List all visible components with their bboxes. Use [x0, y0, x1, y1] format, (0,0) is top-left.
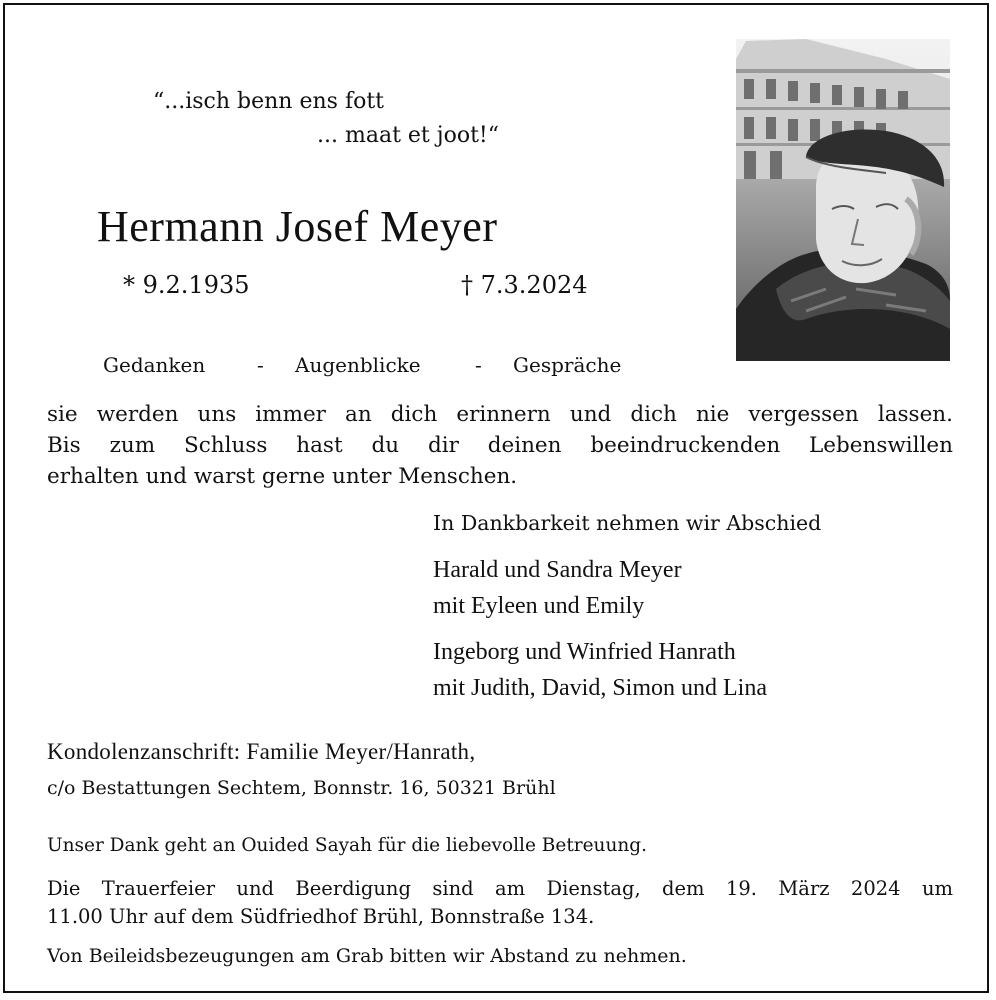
funeral-line: 11.00 Uhr auf dem Südfriedhof Brühl, Bonnstraße 134.: [47, 905, 595, 928]
paragraph-line: erhalten und warst gerne unter Menschen.: [47, 464, 518, 489]
word-gespraeche: Gespräche: [513, 353, 622, 377]
obituary-notice: [3, 3, 989, 993]
death-date: † 7.3.2024: [461, 271, 588, 299]
word-augenblicke: Augenblicke: [295, 353, 421, 377]
funeral-line: Die Trauerfeier und Beerdigung sind am Dienstag, dem 19. März 2024 um: [47, 877, 953, 900]
family-line: mit Eyleen und Emily: [433, 593, 645, 619]
paragraph-line: sie werden uns immer an dich erinnern und dich nie vergessen lassen.: [47, 402, 953, 427]
farewell-line: In Dankbarkeit nehmen wir Abschied: [433, 511, 822, 535]
family-line: Harald und Sandra Meyer: [433, 557, 682, 583]
thanks-note: Unser Dank geht an Ouided Sayah für die liebevolle Betreuung.: [47, 835, 648, 856]
funeral-info: [47, 875, 953, 931]
memorial-paragraph: [47, 399, 953, 492]
family-line: Ingeborg und Winfried Hanrath: [433, 639, 736, 665]
condolence-request: Von Beileidsbezeugungen am Grab bitten wir Abstand zu nehmen.: [47, 945, 687, 967]
condolence-address-detail: c/o Bestattungen Sechtem, Bonnstr. 16, 50321 Brühl: [47, 777, 556, 799]
quote-line-2: ... maat et joot!“: [317, 123, 499, 148]
quote-line-1: “...isch benn ens fott: [153, 89, 385, 114]
portrait-photo-icon: [736, 39, 950, 361]
word-gedanken: Gedanken: [103, 353, 206, 377]
paragraph-line: Bis zum Schluss hast du dir deinen beeindruckenden Lebenswillen: [47, 433, 953, 458]
birth-date: * 9.2.1935: [123, 271, 250, 299]
separator-dash: -: [475, 353, 482, 377]
condolence-address: Kondolenzanschrift: Familie Meyer/Hanrath,: [47, 739, 476, 764]
family-line: mit Judith, David, Simon und Lina: [433, 675, 767, 701]
deceased-name: Hermann Josef Meyer: [97, 202, 498, 251]
separator-dash: -: [257, 353, 264, 377]
